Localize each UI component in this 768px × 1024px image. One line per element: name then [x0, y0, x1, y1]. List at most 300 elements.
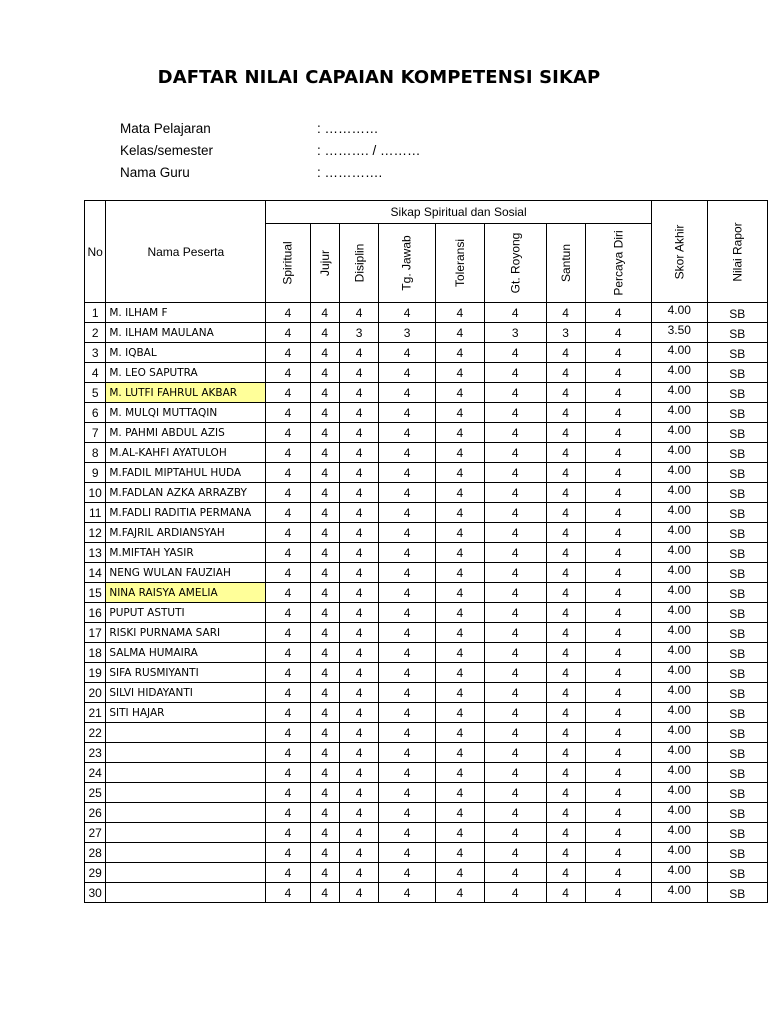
row-number-cell: 22	[85, 723, 106, 743]
score-cell: 4	[339, 543, 379, 563]
score-cell: 4	[266, 723, 310, 743]
score-cell: 4	[484, 823, 546, 843]
score-cell: 4	[339, 383, 379, 403]
score-cell: 4	[435, 703, 484, 723]
row-number-cell: 24	[85, 763, 106, 783]
score-cell: 3	[339, 323, 379, 343]
skor-akhir-cell: 4.00	[651, 403, 707, 423]
score-cell: 4	[379, 443, 435, 463]
header-no: No	[85, 201, 106, 303]
skor-akhir-cell: 4.00	[651, 643, 707, 663]
score-cell: 4	[585, 683, 651, 703]
score-cell: 4	[546, 843, 585, 863]
score-cell: 4	[435, 723, 484, 743]
nilai-rapor-cell: SB	[707, 703, 767, 723]
score-cell: 4	[435, 763, 484, 783]
row-number-cell: 25	[85, 783, 106, 803]
table-body	[85, 303, 768, 903]
score-cell: 4	[266, 743, 310, 763]
score-cell: 4	[484, 383, 546, 403]
table-row	[85, 383, 768, 403]
student-name-cell: RISKI PURNAMA SARI	[106, 623, 266, 643]
score-cell: 4	[546, 403, 585, 423]
score-cell: 4	[484, 863, 546, 883]
score-cell: 4	[435, 463, 484, 483]
row-number-cell: 2	[85, 323, 106, 343]
skor-akhir-cell: 4.00	[651, 503, 707, 523]
nilai-rapor-cell: SB	[707, 743, 767, 763]
score-cell: 4	[379, 743, 435, 763]
table-row	[85, 683, 768, 703]
score-cell: 4	[310, 463, 339, 483]
score-cell: 4	[339, 643, 379, 663]
student-name-cell	[106, 863, 266, 883]
header-rapor-label: Nilai Rapor	[730, 221, 745, 282]
score-cell: 4	[484, 603, 546, 623]
score-cell: 4	[310, 683, 339, 703]
skor-akhir-cell: 4.00	[651, 843, 707, 863]
nilai-rapor-cell: SB	[707, 803, 767, 823]
score-cell: 4	[379, 603, 435, 623]
meta-label: Nama Guru	[120, 165, 190, 180]
student-name-cell	[106, 723, 266, 743]
score-cell: 4	[546, 383, 585, 403]
score-cell: 4	[310, 383, 339, 403]
aspect-label: Santun	[558, 243, 573, 283]
score-cell: 4	[379, 463, 435, 483]
score-cell: 4	[546, 783, 585, 803]
row-number-cell: 21	[85, 703, 106, 723]
nilai-rapor-cell: SB	[707, 483, 767, 503]
skor-akhir-cell: 4.00	[651, 663, 707, 683]
student-name-cell: SIFA RUSMIYANTI	[106, 663, 266, 683]
score-cell: 4	[339, 723, 379, 743]
score-cell: 4	[585, 883, 651, 903]
skor-akhir-cell: 4.00	[651, 303, 707, 323]
score-cell: 4	[546, 363, 585, 383]
header-aspect	[484, 224, 546, 303]
score-cell: 4	[379, 763, 435, 783]
score-cell: 4	[435, 883, 484, 903]
score-cell: 4	[435, 363, 484, 383]
score-cell: 4	[266, 583, 310, 603]
score-cell: 4	[435, 823, 484, 843]
score-cell: 4	[266, 683, 310, 703]
score-cell: 4	[310, 643, 339, 663]
row-number-cell: 19	[85, 663, 106, 683]
nilai-rapor-cell: SB	[707, 403, 767, 423]
score-cell: 4	[585, 483, 651, 503]
table-row	[85, 483, 768, 503]
nilai-rapor-cell: SB	[707, 363, 767, 383]
score-cell: 4	[310, 323, 339, 343]
score-cell: 4	[379, 803, 435, 823]
header-aspect	[435, 224, 484, 303]
nilai-rapor-cell: SB	[707, 523, 767, 543]
score-cell: 3	[546, 323, 585, 343]
score-cell: 4	[585, 623, 651, 643]
student-name-cell: M. PAHMI ABDUL AZIS	[106, 423, 266, 443]
skor-akhir-cell: 4.00	[651, 823, 707, 843]
row-number-cell: 23	[85, 743, 106, 763]
score-cell: 4	[585, 783, 651, 803]
row-number-cell: 18	[85, 643, 106, 663]
nilai-rapor-cell: SB	[707, 583, 767, 603]
score-cell: 4	[484, 743, 546, 763]
score-cell: 4	[266, 383, 310, 403]
row-number-cell: 27	[85, 823, 106, 843]
nilai-rapor-cell: SB	[707, 783, 767, 803]
score-cell: 4	[310, 503, 339, 523]
score-cell: 4	[310, 863, 339, 883]
meta-value: : ………. / ………	[317, 143, 421, 158]
nilai-rapor-cell: SB	[707, 823, 767, 843]
score-cell: 4	[339, 623, 379, 643]
student-name-cell: SALMA HUMAIRA	[106, 643, 266, 663]
row-number-cell: 29	[85, 863, 106, 883]
score-cell: 4	[379, 823, 435, 843]
score-cell: 4	[435, 543, 484, 563]
score-cell: 4	[585, 463, 651, 483]
score-cell: 4	[484, 783, 546, 803]
row-number-cell: 15	[85, 583, 106, 603]
student-name-cell: M. LEO SAPUTRA	[106, 363, 266, 383]
page-title: DAFTAR NILAI CAPAIAN KOMPETENSI SIKAP	[157, 67, 601, 88]
score-cell: 4	[310, 663, 339, 683]
score-cell: 4	[585, 763, 651, 783]
score-cell: 4	[484, 723, 546, 743]
skor-akhir-cell: 4.00	[651, 423, 707, 443]
student-name-cell: M. MULQI MUTTAQIN	[106, 403, 266, 423]
table-row	[85, 623, 768, 643]
skor-akhir-cell: 4.00	[651, 583, 707, 603]
score-cell: 4	[435, 583, 484, 603]
score-cell: 4	[266, 543, 310, 563]
score-cell: 4	[546, 703, 585, 723]
score-cell: 4	[546, 463, 585, 483]
skor-akhir-cell: 4.00	[651, 483, 707, 503]
score-cell: 4	[339, 763, 379, 783]
score-cell: 4	[310, 703, 339, 723]
score-cell: 4	[484, 483, 546, 503]
score-cell: 4	[310, 563, 339, 583]
student-name-cell: M. ILHAM F	[106, 303, 266, 323]
score-cell: 4	[484, 343, 546, 363]
score-cell: 4	[435, 383, 484, 403]
aspect-label: Toleransi	[452, 238, 467, 288]
score-cell: 4	[266, 863, 310, 883]
skor-akhir-cell: 4.00	[651, 743, 707, 763]
score-cell: 4	[310, 723, 339, 743]
score-cell: 4	[435, 663, 484, 683]
score-cell: 4	[484, 543, 546, 563]
score-cell: 4	[484, 303, 546, 323]
score-cell: 4	[339, 683, 379, 703]
score-cell: 4	[339, 663, 379, 683]
score-cell: 4	[484, 803, 546, 823]
aspect-label: Spiritual	[280, 241, 295, 285]
score-cell: 4	[379, 523, 435, 543]
score-cell: 4	[339, 503, 379, 523]
score-cell: 4	[310, 443, 339, 463]
table-row	[85, 503, 768, 523]
score-cell: 4	[585, 383, 651, 403]
score-cell: 4	[266, 823, 310, 843]
row-number-cell: 5	[85, 383, 106, 403]
score-cell: 4	[310, 543, 339, 563]
score-cell: 4	[379, 883, 435, 903]
table-row	[85, 403, 768, 423]
score-cell: 4	[379, 303, 435, 323]
score-cell: 4	[484, 563, 546, 583]
score-cell: 4	[266, 663, 310, 683]
score-cell: 4	[310, 763, 339, 783]
score-cell: 4	[310, 783, 339, 803]
score-cell: 4	[435, 803, 484, 823]
score-cell: 4	[546, 583, 585, 603]
table-row	[85, 583, 768, 603]
score-cell: 4	[546, 743, 585, 763]
nilai-rapor-cell: SB	[707, 543, 767, 563]
meta-value: : ………….	[317, 165, 383, 180]
header-skor-akhir	[651, 201, 707, 303]
nilai-rapor-cell: SB	[707, 683, 767, 703]
score-cell: 4	[435, 423, 484, 443]
row-number-cell: 8	[85, 443, 106, 463]
score-cell: 4	[266, 603, 310, 623]
score-cell: 4	[484, 763, 546, 783]
student-name-cell	[106, 783, 266, 803]
nilai-rapor-cell: SB	[707, 383, 767, 403]
score-cell: 4	[379, 623, 435, 643]
row-number-cell: 16	[85, 603, 106, 623]
score-cell: 4	[379, 483, 435, 503]
skor-akhir-cell: 4.00	[651, 463, 707, 483]
score-cell: 4	[339, 863, 379, 883]
score-cell: 4	[546, 803, 585, 823]
score-cell: 4	[379, 703, 435, 723]
row-number-cell: 20	[85, 683, 106, 703]
row-number-cell: 14	[85, 563, 106, 583]
score-cell: 4	[585, 563, 651, 583]
score-cell: 4	[585, 443, 651, 463]
score-cell: 4	[339, 483, 379, 503]
table-row	[85, 463, 768, 483]
aspect-label: Percaya Diri	[611, 230, 626, 296]
score-cell: 4	[339, 563, 379, 583]
score-cell: 4	[339, 403, 379, 423]
score-cell: 4	[484, 443, 546, 463]
skor-akhir-cell: 4.00	[651, 523, 707, 543]
score-cell: 4	[310, 483, 339, 503]
score-cell: 4	[585, 743, 651, 763]
grade-table	[84, 200, 768, 903]
nilai-rapor-cell: SB	[707, 443, 767, 463]
score-cell: 4	[484, 523, 546, 543]
aspect-label: Gt. Royong	[508, 232, 523, 294]
nilai-rapor-cell: SB	[707, 643, 767, 663]
score-cell: 4	[546, 443, 585, 463]
table-row	[85, 863, 768, 883]
student-name-cell	[106, 843, 266, 863]
score-cell: 4	[546, 883, 585, 903]
score-cell: 4	[546, 543, 585, 563]
score-cell: 4	[435, 683, 484, 703]
row-number-cell: 12	[85, 523, 106, 543]
row-number-cell: 6	[85, 403, 106, 423]
score-cell: 4	[435, 403, 484, 423]
score-cell: 4	[585, 723, 651, 743]
table-row	[85, 783, 768, 803]
score-cell: 4	[435, 743, 484, 763]
student-name-cell: NINA RAISYA AMELIA	[106, 583, 266, 603]
score-cell: 4	[339, 743, 379, 763]
score-cell: 4	[435, 643, 484, 663]
header-aspect	[546, 224, 585, 303]
score-cell: 4	[546, 483, 585, 503]
skor-akhir-cell: 4.00	[651, 683, 707, 703]
table-row	[85, 343, 768, 363]
skor-akhir-cell: 4.00	[651, 383, 707, 403]
score-cell: 4	[310, 803, 339, 823]
skor-akhir-cell: 4.00	[651, 723, 707, 743]
score-cell: 4	[339, 523, 379, 543]
header-aspect	[339, 224, 379, 303]
table-row	[85, 563, 768, 583]
student-name-cell	[106, 763, 266, 783]
header-aspect	[379, 224, 435, 303]
score-cell: 4	[379, 543, 435, 563]
score-cell: 4	[310, 343, 339, 363]
row-number-cell: 3	[85, 343, 106, 363]
aspect-label: Disiplin	[352, 243, 367, 283]
student-name-cell	[106, 883, 266, 903]
header-sikap-group: Sikap Spiritual dan Sosial	[266, 201, 652, 224]
score-cell: 4	[339, 603, 379, 623]
skor-akhir-cell: 4.00	[651, 623, 707, 643]
meta-label: Mata Pelajaran	[120, 121, 211, 136]
score-cell: 4	[546, 643, 585, 663]
student-name-cell: SITI HAJAR	[106, 703, 266, 723]
score-cell: 4	[266, 423, 310, 443]
score-cell: 4	[435, 503, 484, 523]
score-cell: 4	[339, 343, 379, 363]
table-row	[85, 803, 768, 823]
score-cell: 4	[484, 843, 546, 863]
nilai-rapor-cell: SB	[707, 463, 767, 483]
score-cell: 4	[310, 363, 339, 383]
table-row	[85, 543, 768, 563]
skor-akhir-cell: 4.00	[651, 863, 707, 883]
score-cell: 4	[339, 303, 379, 323]
score-cell: 4	[546, 343, 585, 363]
student-name-cell: M.FADLAN AZKA ARRAZBY	[106, 483, 266, 503]
score-cell: 4	[379, 663, 435, 683]
score-cell: 4	[484, 683, 546, 703]
header-nilai-rapor	[707, 201, 767, 303]
score-cell: 4	[379, 843, 435, 863]
score-cell: 4	[546, 603, 585, 623]
student-name-cell: M. LUTFI FAHRUL AKBAR	[106, 383, 266, 403]
score-cell: 4	[379, 423, 435, 443]
table-row	[85, 523, 768, 543]
score-cell: 4	[379, 563, 435, 583]
table-row	[85, 443, 768, 463]
score-cell: 4	[484, 583, 546, 603]
score-cell: 4	[339, 703, 379, 723]
score-cell: 4	[484, 503, 546, 523]
meta-value: : …………	[317, 121, 379, 136]
header-skor-label: Skor Akhir	[672, 224, 687, 279]
skor-akhir-cell: 4.00	[651, 363, 707, 383]
score-cell: 4	[266, 323, 310, 343]
score-cell: 4	[585, 363, 651, 383]
score-cell: 4	[484, 623, 546, 643]
row-number-cell: 17	[85, 623, 106, 643]
meta-label: Kelas/semester	[120, 143, 214, 158]
skor-akhir-cell: 4.00	[651, 763, 707, 783]
nilai-rapor-cell: SB	[707, 323, 767, 343]
score-cell: 4	[585, 523, 651, 543]
table-row	[85, 703, 768, 723]
table-row	[85, 843, 768, 863]
score-cell: 4	[435, 623, 484, 643]
score-cell: 4	[585, 303, 651, 323]
score-cell: 4	[585, 703, 651, 723]
score-cell: 4	[546, 863, 585, 883]
score-cell: 4	[585, 323, 651, 343]
score-cell: 4	[379, 683, 435, 703]
score-cell: 4	[484, 423, 546, 443]
student-name-cell: M.FAJRIL ARDIANSYAH	[106, 523, 266, 543]
nilai-rapor-cell: SB	[707, 843, 767, 863]
score-cell: 4	[310, 743, 339, 763]
table-row	[85, 663, 768, 683]
row-number-cell: 11	[85, 503, 106, 523]
table-row	[85, 603, 768, 623]
nilai-rapor-cell: SB	[707, 503, 767, 523]
score-cell: 4	[585, 803, 651, 823]
score-cell: 4	[546, 503, 585, 523]
score-cell: 4	[266, 623, 310, 643]
nilai-rapor-cell: SB	[707, 343, 767, 363]
score-cell: 4	[339, 423, 379, 443]
table-row	[85, 763, 768, 783]
nilai-rapor-cell: SB	[707, 423, 767, 443]
table-row	[85, 723, 768, 743]
score-cell: 4	[435, 783, 484, 803]
table-row	[85, 363, 768, 383]
skor-akhir-cell: 4.00	[651, 603, 707, 623]
student-name-cell: M. ILHAM MAULANA	[106, 323, 266, 343]
skor-akhir-cell: 4.00	[651, 803, 707, 823]
skor-akhir-cell: 4.00	[651, 343, 707, 363]
score-cell: 4	[379, 643, 435, 663]
score-cell: 4	[339, 803, 379, 823]
score-cell: 4	[266, 303, 310, 323]
score-cell: 4	[585, 643, 651, 663]
score-cell: 4	[266, 763, 310, 783]
score-cell: 4	[435, 443, 484, 463]
score-cell: 4	[484, 643, 546, 663]
skor-akhir-cell: 4.00	[651, 563, 707, 583]
score-cell: 3	[484, 323, 546, 343]
table-header	[85, 201, 768, 303]
table-row	[85, 883, 768, 903]
skor-akhir-cell: 4.00	[651, 443, 707, 463]
score-cell: 4	[266, 483, 310, 503]
row-number-cell: 4	[85, 363, 106, 383]
